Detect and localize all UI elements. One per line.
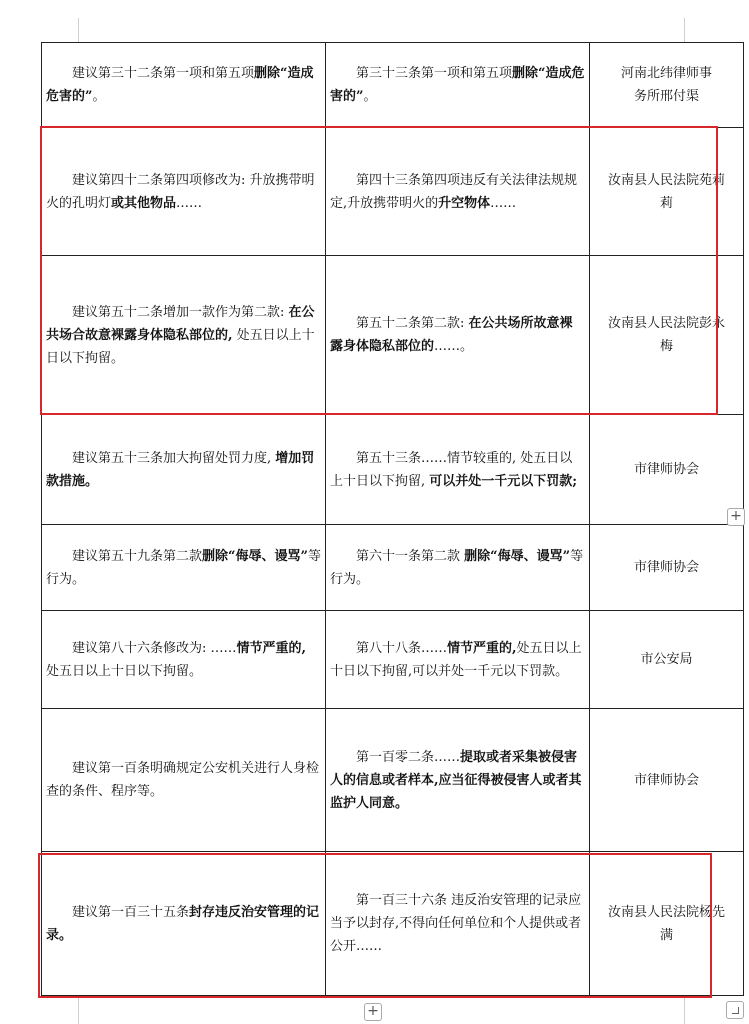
table-row xyxy=(42,611,744,709)
suggestion-cell[interactable] xyxy=(42,43,326,128)
law-text-cell[interactable] xyxy=(326,611,590,709)
source-text: 市公安局 xyxy=(640,652,693,667)
table-resize-handle[interactable] xyxy=(726,1001,744,1019)
bold-text-segment: 情节严重的, xyxy=(236,640,307,656)
text-segment: 等行为。 xyxy=(46,548,321,587)
text-segment: 第五十三条……情节较重的, 处五日以上十日以下拘留, xyxy=(330,450,573,489)
law-text-cell[interactable] xyxy=(326,415,590,525)
text-segment: 建议第五十三条加大拘留处罚力度, xyxy=(72,450,276,466)
source-cell[interactable] xyxy=(590,128,744,256)
source-text: 市律师协会 xyxy=(633,560,699,575)
source-cell[interactable] xyxy=(590,852,744,996)
text-segment: …… xyxy=(176,195,203,211)
law-text-cell[interactable] xyxy=(326,525,590,611)
text-segment: 。 xyxy=(92,89,106,104)
add-column-button[interactable]: + xyxy=(727,508,745,526)
suggestion-cell[interactable] xyxy=(42,525,326,611)
law-text-cell[interactable] xyxy=(326,256,590,415)
bold-text-segment: 或其他物品 xyxy=(111,195,177,211)
source-text: 汝南县人民法院彭永梅 xyxy=(607,316,725,354)
bold-text-segment: 可以并处一千元以下罚款; xyxy=(429,473,578,489)
source-cell[interactable] xyxy=(590,611,744,709)
law-text-cell[interactable] xyxy=(326,852,590,996)
text-segment: 第六十一条第二款 xyxy=(356,548,465,564)
source-cell[interactable] xyxy=(590,415,744,525)
text-segment: 第八十八条…… xyxy=(356,640,448,656)
text-segment: ……。 xyxy=(434,339,474,354)
law-text-cell[interactable] xyxy=(326,43,590,128)
bold-text-segment: 删除“造成危害的” xyxy=(46,66,314,104)
text-segment: 建议第三十二条第一项和第五项 xyxy=(72,66,255,81)
text-segment: 建议第一百三十五条 xyxy=(72,904,190,920)
bold-text-segment: 在公共场合故意裸露身体隐私部位的, xyxy=(46,304,315,343)
suggestion-cell[interactable] xyxy=(42,709,326,852)
text-segment: 建议第一百条明确规定公安机关进行人身检查的条件、程序等。 xyxy=(46,761,320,799)
text-segment: 建议第八十六条修改为: …… xyxy=(72,640,237,656)
source-text: 汝南县人民法院苑莉莉 xyxy=(607,172,725,211)
margin-guide xyxy=(78,997,79,1024)
source-text: 市律师协会 xyxy=(633,462,699,477)
margin-guide xyxy=(78,18,79,42)
suggestion-cell[interactable] xyxy=(42,852,326,996)
table-row xyxy=(42,852,744,996)
text-segment: 建议第四十二条第四项修改为: 升放携带明火的孔明灯 xyxy=(46,172,315,211)
text-segment: 第三十三条第一项和第五项 xyxy=(356,66,513,81)
suggestion-table[interactable] xyxy=(41,42,744,996)
table-row xyxy=(42,256,744,415)
source-cell[interactable] xyxy=(590,256,744,415)
text-segment: 第一百三十六条 违反治安管理的记录应当予以封存,不得向任何单位和个人提供或者公开…… xyxy=(330,893,582,954)
add-row-button[interactable]: + xyxy=(364,1003,382,1021)
table-row xyxy=(42,128,744,256)
table-row xyxy=(42,43,744,128)
suggestion-cell[interactable] xyxy=(42,256,326,415)
source-text: 河南北纬律师事务所邢付渠 xyxy=(620,66,712,104)
source-cell[interactable] xyxy=(590,709,744,852)
text-segment: 建议第五十九条第二款 xyxy=(72,548,203,564)
text-segment: 处五日以上十日以下拘留。 xyxy=(46,327,315,366)
bold-text-segment: 删除“侮辱、谩骂” xyxy=(464,548,571,564)
bold-text-segment: 增加罚款措施。 xyxy=(46,450,315,489)
table-row xyxy=(42,525,744,611)
bold-text-segment: 删除“侮辱、谩骂” xyxy=(202,548,308,564)
source-cell[interactable] xyxy=(590,525,744,611)
bold-text-segment: 提取或者采集被侵害人的信息或者样本,应当征得被侵害人或者其监护人同意。 xyxy=(330,749,582,811)
source-cell[interactable] xyxy=(590,43,744,128)
text-segment: 等行为。 xyxy=(330,548,584,587)
table-row xyxy=(42,415,744,525)
bold-text-segment: 封存违反治安管理的记录。 xyxy=(46,904,320,943)
table-row xyxy=(42,709,744,852)
margin-guide xyxy=(684,18,685,42)
suggestion-cell[interactable] xyxy=(42,611,326,709)
source-text: 市律师协会 xyxy=(633,772,699,788)
suggestion-cell[interactable] xyxy=(42,415,326,525)
text-segment: 处五日以上十日以下拘留,可以并处一千元以下罚款。 xyxy=(330,640,582,679)
text-segment: 建议第五十二条增加一款作为第二款: xyxy=(72,304,289,320)
bold-text-segment: 在公共场所故意裸露身体隐私部位的 xyxy=(330,316,573,354)
law-text-cell[interactable] xyxy=(326,709,590,852)
text-segment: 第一百零二条…… xyxy=(356,749,461,765)
law-text-cell[interactable] xyxy=(326,128,590,256)
text-segment: 第四十三条第四项违反有关法律法规规定,升放携带明火的 xyxy=(330,172,578,211)
resize-corner-icon xyxy=(732,1007,739,1014)
text-segment: 。 xyxy=(363,89,377,104)
text-segment: 第五十二条第二款: xyxy=(356,316,469,331)
text-segment: …… xyxy=(490,195,517,211)
text-segment: 处五日以上十日以下拘留。 xyxy=(46,663,203,679)
suggestion-cell[interactable] xyxy=(42,128,326,256)
margin-guide xyxy=(684,997,685,1024)
source-text: 汝南县人民法院杨先满 xyxy=(607,904,725,943)
bold-text-segment: 升空物体 xyxy=(438,195,491,211)
bold-text-segment: 删除“造成危害的” xyxy=(330,66,585,104)
bold-text-segment: 情节严重的, xyxy=(447,640,517,656)
